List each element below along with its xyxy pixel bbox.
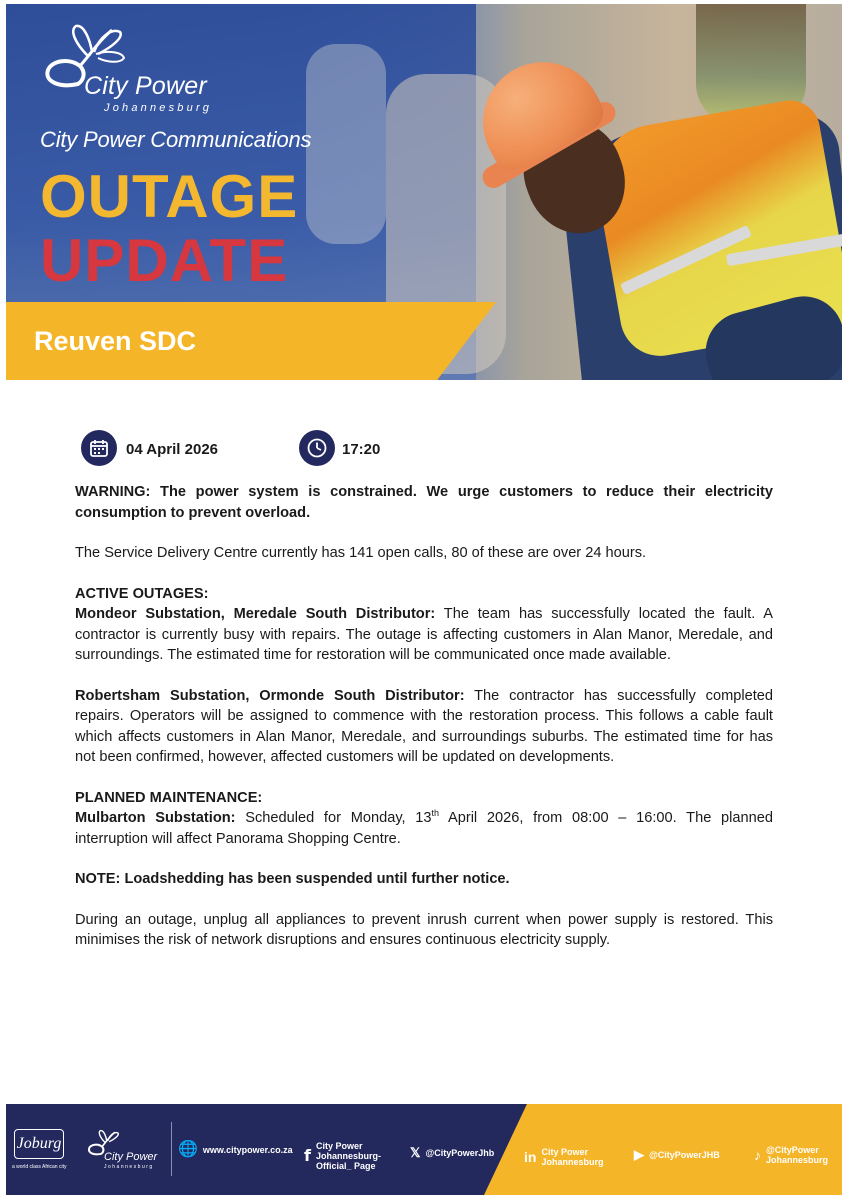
logo-subtitle: Johannesburg	[104, 102, 213, 114]
headline-outage: OUTAGE	[40, 163, 299, 230]
x-icon: 𝕏	[410, 1145, 421, 1160]
logo-title: City Power	[84, 72, 207, 100]
bulletin-body	[75, 482, 773, 951]
headline-update: UPDATE	[40, 227, 289, 294]
note-label: NOTE	[75, 871, 116, 887]
facebook-text: City Power Johannesburg-Official_ Page	[315, 1141, 381, 1171]
x-link[interactable]	[410, 1145, 495, 1160]
ordinal-suffix: th	[431, 808, 440, 819]
outage-item-text: The team has successfully located the fault. A contractor is currently busy with repairs. The outage is affecting customers in Alan Manor, Meredale, and surroundings. The estimated time for restoration will be communicated once made available.	[75, 606, 773, 663]
outage-item-title: Robertsham Substation, Ormonde South Distributor:	[75, 687, 465, 704]
planned-item-title: Mulbarton Substation:	[75, 810, 236, 826]
tiktok-icon: ♪	[754, 1147, 761, 1163]
outage-item	[75, 604, 773, 666]
calendar-icon	[81, 430, 117, 466]
bulletin-time: 17:20	[342, 441, 381, 458]
note	[75, 869, 773, 890]
open-calls-text: The Service Delivery Centre currently has 141 open calls, 80 of these are over 24 hours.	[75, 545, 647, 561]
youtube-link[interactable]	[634, 1147, 720, 1162]
planned-item-text-cont: April 2026, from 08:00 – 16:00. The planned interruption will affect Panorama Shopping Centre.	[75, 810, 773, 847]
joburg-tagline: a world class African city	[12, 1164, 67, 1170]
youtube-icon: ▶	[634, 1147, 644, 1162]
x-text: @CityPowerJhb	[425, 1148, 495, 1158]
city-power-logo	[40, 22, 240, 132]
linkedin-icon: in	[524, 1149, 537, 1165]
website-link[interactable]	[178, 1141, 293, 1158]
tiktok-text: @CityPower Johannesburg	[766, 1145, 829, 1165]
joburg-logo: Joburg	[14, 1129, 64, 1159]
facebook-icon: f	[304, 1146, 311, 1165]
outage-bulletin	[6, 4, 842, 1195]
bulletin-date: 04 April 2026	[126, 441, 218, 458]
facebook-link[interactable]	[304, 1141, 400, 1171]
clock-icon	[299, 430, 335, 466]
globe-icon: 🌐	[178, 1141, 198, 1158]
planned-maintenance-heading: PLANNED MAINTENANCE:	[75, 789, 263, 806]
youtube-text: @CityPowerJHB	[649, 1150, 720, 1160]
note-text: : Loadshedding has been suspended until further notice.	[115, 871, 510, 887]
tiktok-link[interactable]	[754, 1145, 840, 1165]
footer-logo-title: City Power	[104, 1151, 158, 1163]
communications-label: City Power Communications	[40, 127, 312, 152]
advice-text: During an outage, unplug all appliances to prevent inrush current when power supply is restored. This minimises the risk of network disruptions and ensures continuous electricity supply.	[75, 911, 773, 948]
location-title: Reuven SDC	[34, 326, 197, 356]
outage-item-title: Mondeor Substation, Meredale South Distributor:	[75, 606, 436, 622]
planned-item	[75, 808, 773, 849]
linkedin-link[interactable]	[524, 1147, 620, 1167]
planned-item-text: Scheduled for Monday, 13	[235, 810, 432, 826]
linkedin-text: City Power Johannesburg	[541, 1147, 604, 1167]
outage-item	[75, 686, 773, 768]
outage-item-text: The contractor has successfully completed repairs. Operators will be assigned to commence with the restoration process. This follows a cable fault which affects customers in Alan Manor, Meredale, and surroundings suburbs. The estimated time for has not been confirmed, however, affected customers will be updated on developments.	[75, 687, 774, 765]
warning-text: WARNING: The power system is constrained. We urge customers to reduce their electricity consumption to prevent overload.	[75, 484, 773, 521]
active-outages-heading: ACTIVE OUTAGES:	[75, 585, 209, 602]
footer-logo-subtitle: Johannesburg	[104, 1164, 154, 1170]
hero-banner	[6, 4, 842, 393]
website-text: www.citypower.co.za	[202, 1145, 293, 1155]
